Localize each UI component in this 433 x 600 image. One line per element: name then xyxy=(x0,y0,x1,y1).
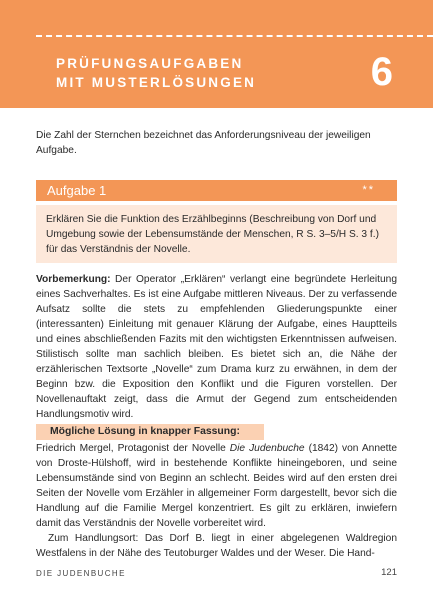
task-header xyxy=(36,180,397,201)
solution-label: Mögliche Lösung in knapper Fassung: xyxy=(50,426,240,437)
book-title: Die Judenbuche xyxy=(229,443,305,454)
solution-paragraph-2: Zum Handlungsort: Das Dorf B. liegt in einer abgelegenen Waldregion Westfalens in der Nähe des Teutoburger Waldes und der Weser. Die Hand- xyxy=(36,533,397,559)
solution-header xyxy=(36,424,264,440)
preliminary-remark xyxy=(36,272,397,422)
solution-p1-end: (1842) von Annette von Droste-Hülshoff, wird in bestehende Konflikte hineingeboren, und seine Lebensumstände sind von Beginn an schlecht. Beides wird auf den ersten drei Seiten der Novelle vom Erzähler in allgemeiner Form dargestellt, bevor sich die Handlung auf die Familie Mergel konzentriert. Es gilt zu erklären, inwiefern damit das Verständnis der Novelle vorbereitet wird. xyxy=(36,443,397,529)
chapter-title xyxy=(56,54,256,92)
preliminary-text: Der Operator „Erklären“ verlangt eine begründete Herleitung eines Sachverhaltes. Es ist eine Aufgabe mittleren Niveaus. Der zu verfassende Aufsatz sollte die stets zu empfehlenden Gliederungspunkte einer (interessanten) Einleitung mit genauer Klärung der Aufgabe, eines Hauptteils und eines abschließenden Fazits mit den wichtigsten Erkenntnissen aufweisen. Stilistisch sollte man sachlich bleiben. Es bietet sich an, die Nähe der erzählerischen Textsorte „Novelle“ zum Drama kurz zu erwähnen, in dem der Beginn bzw. die Exposition den Konflikt und die Figuren vorstellen. Der Novellenauftakt zeigt, dass die Armut der Gegend zum entscheidenden Handlungsmotiv wird. xyxy=(36,274,397,420)
preliminary-label: Vorbemerkung: xyxy=(36,274,111,285)
chapter-number: 6 xyxy=(370,50,393,94)
banner-dashed-rule xyxy=(36,35,433,37)
chapter-banner xyxy=(0,0,433,108)
solution-p1-start: Friedrich Mergel, Protagonist der Novelle xyxy=(36,443,230,454)
task-title: Aufgabe 1 xyxy=(47,183,107,198)
footer-book-title: DIE JUDENBUCHE xyxy=(36,569,126,578)
task-prompt-box xyxy=(36,205,397,263)
chapter-title-line-1: PRÜFUNGSAUFGABEN xyxy=(56,56,244,71)
solution-body xyxy=(36,441,397,561)
chapter-title-line-2: MIT MUSTERLÖSUNGEN xyxy=(56,75,257,90)
page-number: 121 xyxy=(381,567,397,578)
difficulty-stars: ** xyxy=(362,184,375,196)
intro-text: Die Zahl der Sternchen bezeichnet das Anforderungsniveau der jeweiligen Aufgabe. xyxy=(36,130,371,156)
solution-paragraph-1 xyxy=(36,441,397,531)
task-prompt: Erklären Sie die Funktion des Erzählbeginns (Beschreibung von Dorf und Umgebung sowie der Lebensumstände der Menschen, R S. 3–5/H S. 3 f.) für das Verständnis der Novelle. xyxy=(46,214,379,255)
